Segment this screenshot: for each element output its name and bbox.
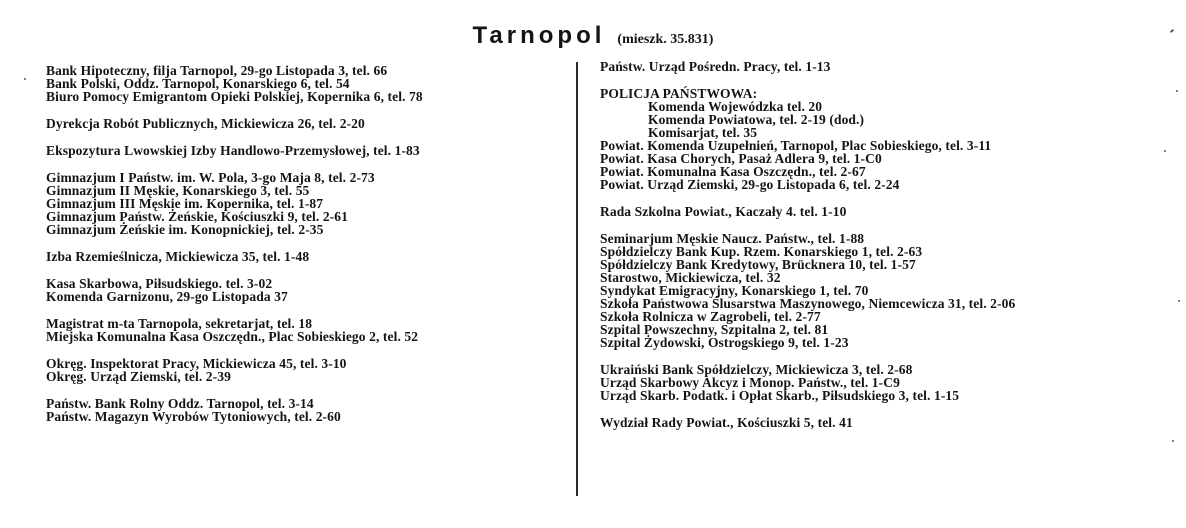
entry-line: Gimnazjum III Męskie im. Kopernika, tel. 1-87 [46, 196, 324, 211]
entry-group [46, 317, 566, 343]
entry-line: Komenda Garnizonu, 29-go Listopada 37 [46, 289, 288, 304]
city-title: Tarnopol [472, 22, 606, 49]
print-speck [1164, 150, 1166, 152]
spacer [600, 191, 1160, 205]
print-speck [1172, 440, 1174, 442]
entry-line: Państw. Bank Rolny Oddz. Tarnopol, tel. 3-14 [46, 396, 314, 411]
entry-line: Ekspozytura Lwowskiej Izby Handlowo-Przemysłowej, tel. 1-83 [46, 143, 420, 158]
entry-line: Miejska Komunalna Kasa Oszczędn., Plac Sobieskiego 2, tel. 52 [46, 329, 419, 344]
entry-group [600, 416, 1160, 429]
entry-group [46, 144, 566, 157]
entry-line: Urząd Skarb. Podatk. i Opłat Skarb., Piłsudskiego 3, tel. 1-15 [600, 388, 960, 403]
entry-line: Powiat. Urząd Ziemski, 29-go Listopada 6, tel. 2-24 [600, 177, 900, 192]
entry-line: Bank Polski, Oddz. Tarnopol, Konarskiego 6, tel. 54 [46, 76, 350, 91]
left-column [46, 64, 566, 437]
policja-heading: POLICJA PAŃSTWOWA: [600, 86, 758, 101]
entry-line: Państw. Magazyn Wyrobów Tytoniowych, tel. 2-60 [46, 409, 341, 424]
entry-line: Gimnazjum I Państw. im. W. Pola, 3-go Maja 8, tel. 2-73 [46, 170, 375, 185]
entry-line: Magistrat m-ta Tarnopola, sekretarjat, tel. 18 [46, 316, 313, 331]
entry-line: Kasa Skarbowa, Piłsudskiego. tel. 3-02 [46, 276, 273, 291]
entry-line: Szpital Powszechny, Szpitalna 2, tel. 81 [600, 322, 829, 337]
print-speck [1178, 300, 1180, 302]
entry-group [46, 117, 566, 130]
entry-line: Ukraiński Bank Spółdzielczy, Mickiewicza 3, tel. 2-68 [600, 362, 913, 377]
entry-line: Spółdzielczy Bank Kup. Rzem. Konarskiego 1, tel. 2-63 [600, 244, 923, 259]
entry-line: Starostwo, Mickiewicza, tel. 32 [600, 270, 781, 285]
entry-line: Syndykat Emigracyjny, Konarskiego 1, tel. 70 [600, 283, 869, 298]
entry-line: Powiat. Komunalna Kasa Oszczędn., tel. 2-67 [600, 164, 866, 179]
entry-line: Okręg. Urząd Ziemski, tel. 2-39 [46, 369, 231, 384]
entry-line: Szpital Żydowski, Ostrogskiego 9, tel. 1-23 [600, 335, 849, 350]
page-header [0, 22, 1186, 50]
right-column [600, 60, 1160, 443]
entry-group [46, 64, 566, 103]
entry-line: Seminarjum Męskie Naucz. Państw., tel. 1-88 [600, 231, 865, 246]
entry-line: Powiat. Komenda Uzupełnień, Tarnopol, Plac Sobieskiego, tel. 3-11 [600, 138, 992, 153]
policja-item: Komisarjat, tel. 35 [648, 125, 758, 140]
entry-group [600, 363, 1160, 402]
entry-line: Gimnazjum II Męskie, Konarskiego 3, tel. 55 [46, 183, 310, 198]
entry-line: Okręg. Inspektorat Pracy, Mickiewicza 45, tel. 3-10 [46, 356, 347, 371]
print-speck [1176, 90, 1178, 92]
entry-line: Rada Szkolna Powiat., Kaczały 4. tel. 1-10 [600, 204, 847, 219]
entry-line: Szkoła Rolnicza w Zagrobeli, tel. 2-77 [600, 309, 821, 324]
entry-line: Gimnazjum Państw. Żeńskie, Kościuszki 9, tel. 2-61 [46, 209, 349, 224]
entry-line: Spółdzielczy Bank Kredytowy, Brücknera 10, tel. 1-57 [600, 257, 916, 272]
entry-group [600, 60, 1160, 73]
entry-group [46, 277, 566, 303]
entry-line: Dyrekcja Robót Publicznych, Mickiewicza 26, tel. 2-20 [46, 116, 365, 131]
entry-line: Biuro Pomocy Emigrantom Opieki Polskiej, Kopernika 6, tel. 78 [46, 89, 423, 104]
entry-line: Wydział Rady Powiat., Kościuszki 5, tel. 41 [600, 415, 853, 430]
entry-group [600, 232, 1160, 349]
entry-line: Państw. Urząd Pośredn. Pracy, tel. 1-13 [600, 59, 831, 74]
entry-group [46, 397, 566, 423]
entry-line: Powiat. Kasa Chorych, Pasaż Adlera 9, tel. 1-C0 [600, 151, 882, 166]
policja-item: Komenda Wojewódzka tel. 20 [648, 99, 823, 114]
entry-line: Bank Hipoteczny, filja Tarnopol, 29-go Listopada 3, tel. 66 [46, 63, 388, 78]
policja-item: Komenda Powiatowa, tel. 2-19 (dod.) [648, 112, 865, 127]
entry-group [46, 250, 566, 263]
entry-group [46, 357, 566, 383]
column-divider [576, 62, 578, 496]
policja-section [600, 87, 1160, 191]
entry-line: Szkoła Państwowa Ślusarstwa Maszynowego, Niemcewicza 31, tel. 2-06 [600, 296, 1016, 311]
population-note: (mieszk. 35.831) [617, 32, 714, 47]
entry-group [600, 205, 1160, 218]
entry-group [46, 171, 566, 236]
entry-line: Urząd Skarbowy Akcyz i Monop. Państw., tel. 1-C9 [600, 375, 900, 390]
print-speck [24, 78, 26, 80]
entry-line: Izba Rzemieślnicza, Mickiewicza 35, tel. 1-48 [46, 249, 310, 264]
entry-line: Gimnazjum Żeńskie im. Konopnickiej, tel. 2-35 [46, 222, 324, 237]
